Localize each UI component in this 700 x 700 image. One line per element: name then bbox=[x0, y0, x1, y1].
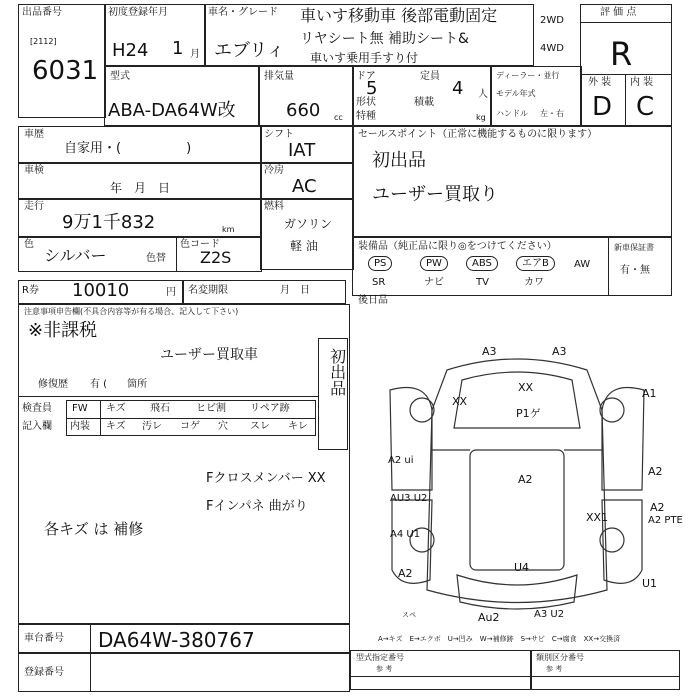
fuel-alt: 軽 油 bbox=[290, 239, 318, 253]
door-value: 5 bbox=[366, 78, 378, 99]
lot-sub: [2112] bbox=[30, 37, 57, 46]
cap-unit: 人 bbox=[478, 89, 488, 100]
rear-items-label: 後日品 bbox=[358, 295, 388, 306]
equip-navi: ナビ bbox=[424, 277, 444, 288]
fuel-value: ガソリン bbox=[284, 217, 333, 231]
mark-a3-right: A3 bbox=[552, 345, 567, 358]
recycle-label: R券 bbox=[22, 285, 39, 296]
equip-ps: PS bbox=[368, 256, 392, 271]
chassis-value: DA64W-380767 bbox=[98, 628, 255, 652]
cap-value: 4 bbox=[452, 78, 464, 99]
use-label: 車歴 bbox=[24, 129, 44, 140]
recycle-value: 10010 bbox=[72, 280, 130, 301]
shape-label: 形状 bbox=[356, 97, 376, 108]
drive-4wd: 4WD bbox=[540, 43, 564, 54]
model-name-label: 車名・グレード bbox=[208, 7, 278, 18]
entry-label: 記入欄 bbox=[22, 421, 52, 432]
equip-leather: カワ bbox=[524, 277, 544, 288]
mark-a2-right-mid: A2 bbox=[648, 465, 663, 478]
extra-note-1: Fクロスメンバー XX bbox=[206, 471, 326, 486]
mark-xx-top: XX bbox=[518, 381, 534, 394]
grade-line1: 車いす移動車 後部電動固定 bbox=[300, 6, 498, 25]
use-value: 自家用・( ) bbox=[64, 141, 192, 156]
insp-scratch: キズ bbox=[106, 403, 126, 414]
insp-int-scratch: キズ bbox=[106, 421, 126, 432]
mark-a3-left: A3 bbox=[482, 345, 497, 358]
mileage-value: 9万1千832 bbox=[62, 212, 156, 233]
shift-label: シフト bbox=[264, 129, 294, 140]
name-change-value: 月 日 bbox=[280, 285, 310, 296]
stamp-text: 初出品 bbox=[327, 348, 347, 396]
insp-int-wear: スレ bbox=[250, 421, 270, 432]
first-reg-month: 1 bbox=[172, 38, 184, 59]
color-value: シルバー bbox=[44, 246, 107, 265]
notes-line2: ユーザー買取車 bbox=[160, 347, 258, 363]
insp-repair: リペア跡 bbox=[250, 403, 290, 414]
insp-chip: 飛石 bbox=[150, 403, 170, 414]
color-no-label: 色替 bbox=[146, 253, 166, 264]
class-label: 類別区分番号 bbox=[536, 653, 584, 662]
mark-p-center: P1ゲ bbox=[516, 407, 541, 420]
insp-crack: ヒビ割 bbox=[196, 403, 226, 414]
equip-abs: ABS bbox=[466, 256, 498, 271]
new-warranty-value: 有・無 bbox=[620, 265, 650, 276]
shape-value: 特種 bbox=[356, 111, 376, 122]
drive-2wd: 2WD bbox=[540, 15, 564, 26]
mark-a3-u2: A3 U2 bbox=[534, 609, 565, 620]
cap-label: 定員 bbox=[420, 71, 440, 82]
model-year-label: モデル年式 bbox=[496, 89, 536, 98]
equip-airbag: エアB bbox=[516, 256, 555, 271]
cc-unit: cc bbox=[334, 113, 343, 122]
first-reg-month-unit: 月 bbox=[190, 49, 200, 60]
spec-label: 型式指定番号 bbox=[356, 653, 404, 662]
equip-aw: AW bbox=[574, 259, 591, 270]
new-warranty-label: 新車保証書 bbox=[614, 243, 654, 252]
mark-au2: Au2 bbox=[478, 611, 500, 624]
ext-value: D bbox=[592, 92, 613, 122]
first-reg-value: H24 bbox=[112, 40, 149, 61]
mark-u4: U4 bbox=[514, 561, 530, 574]
cc-label: 排気量 bbox=[264, 71, 294, 82]
rating-value: R bbox=[610, 35, 633, 73]
ext-label: 外 装 bbox=[588, 77, 612, 88]
extra-note-3: 各キズ は 補修 bbox=[44, 520, 144, 538]
repair-value: 有 ( 箇所 bbox=[90, 379, 148, 390]
load-label: 積載 bbox=[414, 97, 434, 108]
dealer-label: ディーラー・並行 bbox=[496, 71, 560, 80]
int-value: C bbox=[636, 92, 655, 122]
insp-fw: FW bbox=[72, 403, 88, 414]
insp-int-burn: コゲ bbox=[180, 421, 200, 432]
fuel-label: 燃料 bbox=[264, 201, 284, 212]
insp-label: 車検 bbox=[24, 165, 44, 176]
mark-a1-right: A1 bbox=[642, 387, 657, 400]
inspector-label: 検査員 bbox=[22, 403, 52, 414]
mark-a4: A4 U1 bbox=[390, 529, 421, 540]
door-label: ドア bbox=[356, 71, 376, 82]
handle-label: ハンドル bbox=[496, 109, 528, 118]
mark-xx-left: XX bbox=[452, 395, 468, 408]
color-code-label: 色コード bbox=[180, 239, 220, 250]
equip-label: 装備品（純正品に限り◎をつけてください） bbox=[358, 241, 557, 252]
mark-spare: スペ bbox=[402, 611, 416, 619]
model-name: エブリィ bbox=[214, 40, 285, 61]
mark-a2-center: A2 bbox=[518, 473, 533, 486]
rating-label: 評 価 点 bbox=[600, 7, 637, 18]
damage-legend: A→キズ E→エクボ U→凹み W→補修跡 S→サビ C→腐食 XX→交換済 bbox=[378, 635, 621, 643]
mileage-unit: km bbox=[222, 225, 235, 234]
ac-label: 冷房 bbox=[264, 165, 284, 176]
color-code-value: Z2S bbox=[200, 248, 232, 267]
mark-a2-left-ui: A2 ui bbox=[388, 455, 414, 466]
notes-title: 注意事項申告欄(不具合内容等が有る場合、記入して下さい) bbox=[24, 307, 239, 316]
first-reg-label: 初度登録年月 bbox=[108, 7, 168, 18]
plate-box bbox=[18, 652, 350, 692]
mark-a2-left-low: A2 bbox=[398, 567, 413, 580]
equip-sr: SR bbox=[372, 277, 386, 288]
type-label: 型式 bbox=[110, 71, 130, 82]
load-unit: kg bbox=[476, 113, 486, 122]
sales-line1: 初出品 bbox=[372, 150, 426, 171]
sales-line2: ユーザー買取り bbox=[372, 184, 498, 205]
mark-u1: U1 bbox=[642, 577, 658, 590]
shift-value: IAT bbox=[288, 140, 316, 161]
sales-label: セールスポイント（正常に機能するものに限ります） bbox=[358, 129, 598, 140]
insp-int-hole: 穴 bbox=[218, 421, 228, 432]
insp-value: 年 月 日 bbox=[110, 181, 171, 195]
grade-line3: 車いす乗用手すり付 bbox=[310, 51, 419, 65]
type-value: ABA-DA64W改 bbox=[108, 100, 236, 121]
grade-line2: リヤシート無 補助シート& bbox=[300, 31, 469, 47]
sales-box bbox=[352, 126, 672, 238]
equip-tv: TV bbox=[476, 277, 489, 288]
extra-note-2: Fインパネ 曲がり bbox=[206, 499, 308, 514]
equip-pw: PW bbox=[420, 256, 448, 271]
mark-xx1: XX1 bbox=[586, 511, 609, 524]
cc-value: 660 bbox=[286, 100, 321, 121]
car-damage-diagram bbox=[352, 340, 682, 630]
spec-ref: 参 考 bbox=[376, 665, 393, 673]
color-label: 色 bbox=[24, 239, 34, 250]
notes-line1: ※非課税 bbox=[28, 320, 98, 341]
insp-interior: 内装 bbox=[70, 421, 90, 432]
class-ref: 参 考 bbox=[546, 665, 563, 673]
insp-int-dirt: 汚レ bbox=[142, 421, 162, 432]
handle-value: 左・右 bbox=[540, 109, 564, 118]
chassis-label: 車台番号 bbox=[24, 633, 64, 644]
lot-number: 6031 bbox=[32, 56, 99, 86]
mark-au3: AU3 U2 bbox=[390, 493, 428, 504]
insp-int-cut: キレ bbox=[288, 421, 308, 432]
name-change-label: 名変期限 bbox=[188, 285, 228, 296]
plate-label: 登録番号 bbox=[24, 667, 64, 678]
recycle-unit: 円 bbox=[166, 287, 176, 298]
mark-a2-right-low: A2 bbox=[650, 501, 665, 514]
lot-label: 出品番号 bbox=[22, 7, 62, 18]
ac-value: AC bbox=[292, 176, 317, 197]
mark-a2-pte: A2 PTE bbox=[648, 515, 683, 526]
int-label: 内 装 bbox=[630, 77, 654, 88]
mileage-label: 走行 bbox=[24, 201, 44, 212]
repair-label: 修復歴 bbox=[38, 379, 68, 390]
